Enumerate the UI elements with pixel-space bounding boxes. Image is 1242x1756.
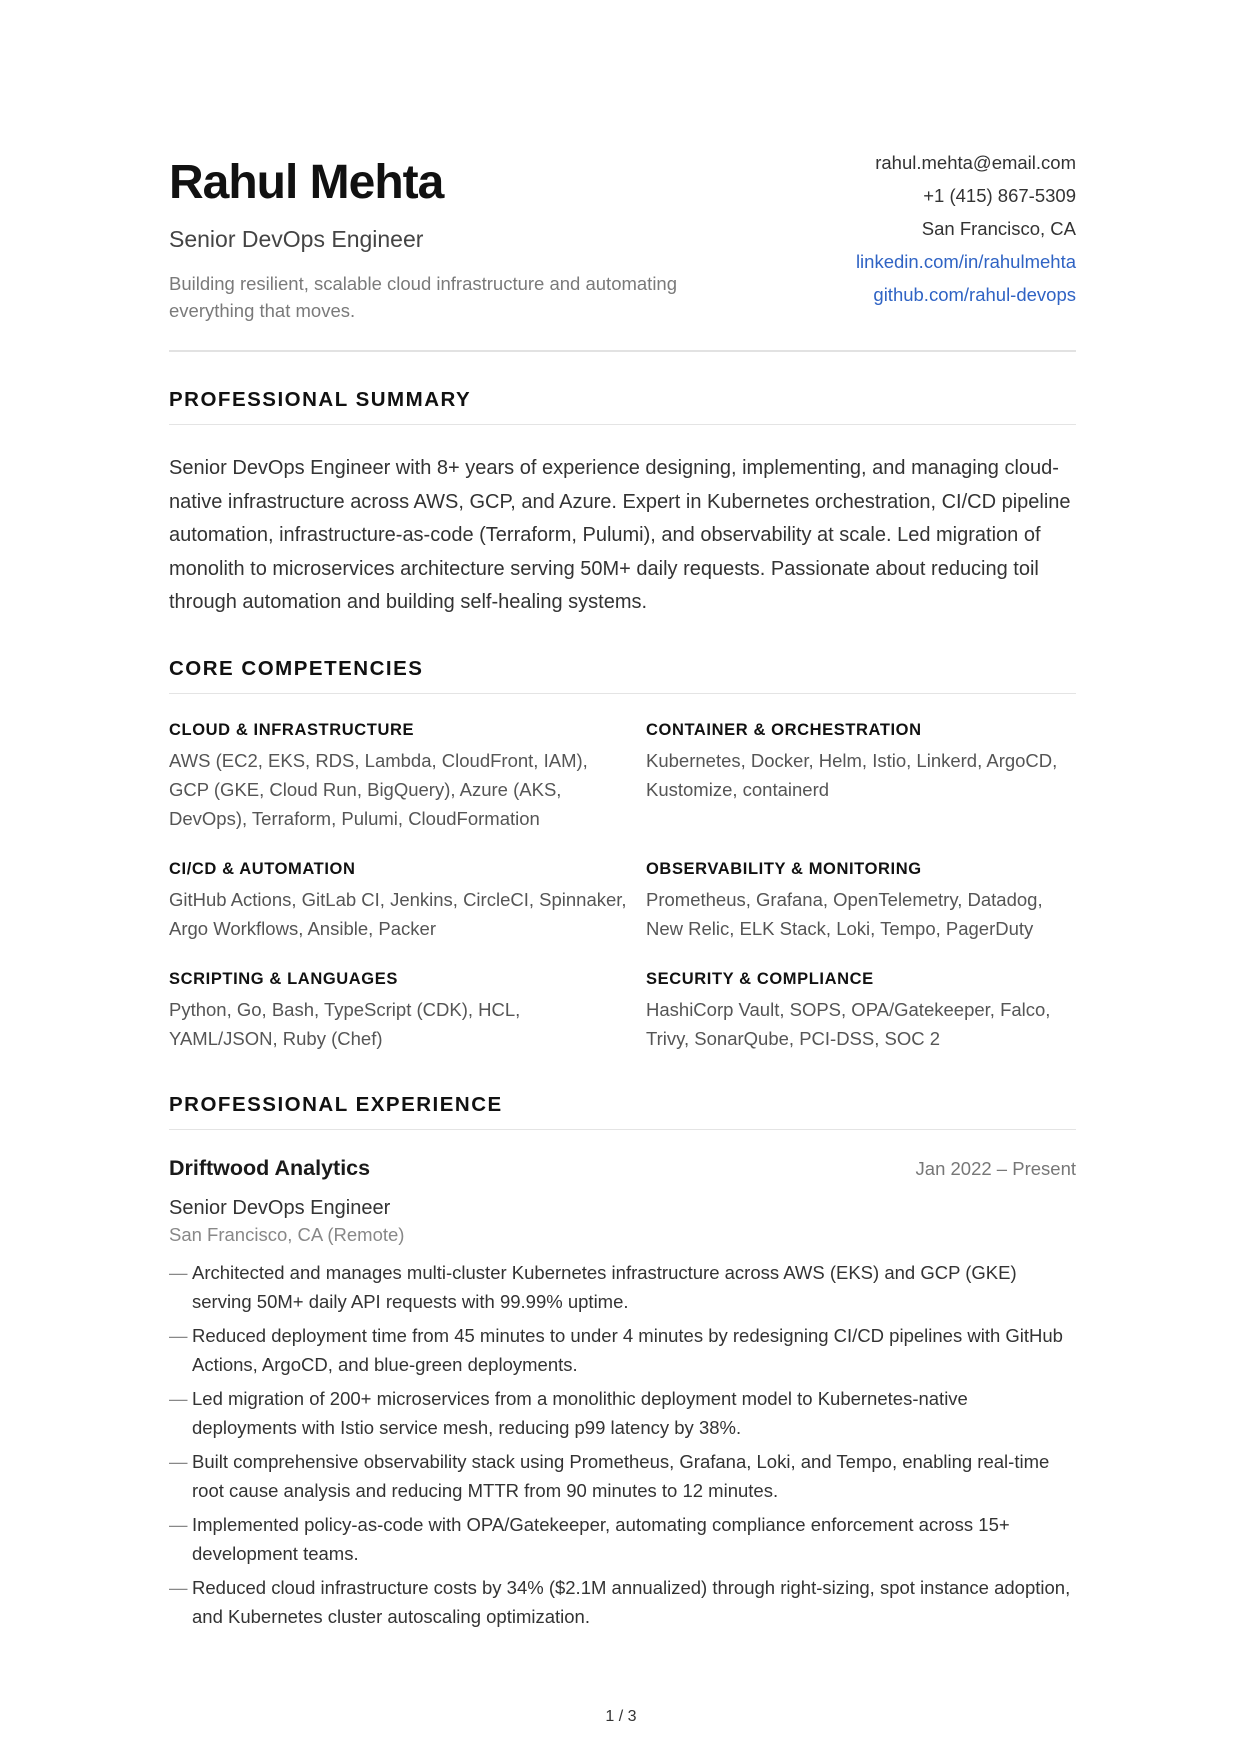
competency-scripting bbox=[169, 969, 646, 1053]
candidate-tagline: Building resilient, scalable cloud infrastructure and automating everything that moves. bbox=[169, 273, 678, 321]
experience-section bbox=[169, 1093, 1076, 1631]
bullet-dash: — bbox=[169, 1261, 188, 1283]
job-title: Senior DevOps Engineer bbox=[169, 1196, 391, 1219]
list-item bbox=[169, 1510, 1076, 1568]
section-title-competencies: CORE COMPETENCIES bbox=[169, 657, 1076, 694]
list-item bbox=[169, 1384, 1076, 1442]
competency-observability bbox=[646, 859, 1076, 943]
github-link[interactable]: github.com/rahul-devops bbox=[873, 284, 1076, 305]
job-bullets bbox=[169, 1258, 1076, 1631]
bullet-text: Implemented policy-as-code with OPA/Gatekeeper, automating compliance enforcement across 15+ development teams. bbox=[192, 1513, 1010, 1564]
competencies-grid bbox=[169, 720, 1076, 1053]
competency-heading: CI/CD & AUTOMATION bbox=[169, 859, 356, 878]
candidate-role: Senior DevOps Engineer bbox=[169, 226, 424, 252]
competency-heading: SCRIPTING & LANGUAGES bbox=[169, 969, 398, 988]
competency-body: GitHub Actions, GitLab CI, Jenkins, CircleCI, Spinnaker, Argo Workflows, Ansible, Packer bbox=[169, 888, 627, 939]
page-number: 1 / 3 bbox=[605, 1708, 637, 1725]
resume-page bbox=[169, 140, 1076, 1636]
bullet-dash: — bbox=[169, 1450, 188, 1472]
bullet-dash: — bbox=[169, 1324, 188, 1346]
job-entry bbox=[169, 1156, 1076, 1631]
bullet-text: Architected and manages multi-cluster Kubernetes infrastructure across AWS (EKS) and GCP (GKE) serving 50M+ daily API requests with 99.99% uptime. bbox=[192, 1261, 1017, 1312]
contact-location: San Francisco, CA bbox=[921, 218, 1076, 239]
company-name: Driftwood Analytics bbox=[169, 1155, 371, 1180]
list-item bbox=[169, 1573, 1076, 1631]
bullet-text: Led migration of 200+ microservices from a monolithic deployment model to Kubernetes-native deployments with Istio service mesh, reducing p99 latency by 38%. bbox=[192, 1387, 968, 1438]
list-item bbox=[169, 1321, 1076, 1379]
competency-cloud bbox=[169, 720, 646, 833]
list-item bbox=[169, 1258, 1076, 1316]
competency-body: HashiCorp Vault, SOPS, OPA/Gatekeeper, Falco, Trivy, SonarQube, PCI-DSS, SOC 2 bbox=[646, 998, 1051, 1049]
bullet-text: Built comprehensive observability stack using Prometheus, Grafana, Loki, and Tempo, enabling real-time root cause analysis and reducing MTTR from 90 minutes to 12 minutes. bbox=[192, 1450, 1050, 1501]
linkedin-link[interactable]: linkedin.com/in/rahulmehta bbox=[855, 251, 1076, 272]
competency-body: Kubernetes, Docker, Helm, Istio, Linkerd, ArgoCD, Kustomize, containerd bbox=[646, 749, 1058, 800]
contact-block bbox=[856, 146, 1076, 311]
competency-body: Prometheus, Grafana, OpenTelemetry, Datadog, New Relic, ELK Stack, Loki, Tempo, PagerDuty bbox=[646, 888, 1043, 939]
competencies-section bbox=[169, 657, 1076, 1053]
competency-heading: CONTAINER & ORCHESTRATION bbox=[646, 720, 922, 739]
bullet-dash: — bbox=[169, 1387, 188, 1409]
resume-header bbox=[169, 140, 1076, 350]
competency-body: Python, Go, Bash, TypeScript (CDK), HCL, YAML/JSON, Ruby (Chef) bbox=[169, 998, 521, 1049]
competency-security bbox=[646, 969, 1076, 1053]
competency-container bbox=[646, 720, 1076, 833]
summary-section bbox=[169, 388, 1076, 620]
section-title-summary: PROFESSIONAL SUMMARY bbox=[169, 388, 1076, 425]
contact-email: rahul.mehta@email.com bbox=[875, 152, 1076, 173]
candidate-name: Rahul Mehta bbox=[169, 156, 444, 209]
list-item bbox=[169, 1447, 1076, 1505]
competency-heading: SECURITY & COMPLIANCE bbox=[646, 969, 874, 988]
job-dates: Jan 2022 – Present bbox=[915, 1157, 1076, 1179]
bullet-text: Reduced deployment time from 45 minutes to under 4 minutes by redesigning CI/CD pipelines with GitHub Actions, ArgoCD, and blue-green deployments. bbox=[192, 1324, 1063, 1375]
bullet-dash: — bbox=[169, 1513, 188, 1535]
contact-phone: +1 (415) 867-5309 bbox=[923, 185, 1076, 206]
summary-text: Senior DevOps Engineer with 8+ years of experience designing, implementing, and managing cloud-native infrastructure across AWS, GCP, and Azure. Expert in Kubernetes orchestration, CI/CD pipeline automation, infrastructure-as-code (Terraform, Pulumi), and observability at scale. Led migration of monolith to microservices architecture serving 50M+ daily requests. Passionate about reducing toil through automation and building self-healing systems. bbox=[169, 457, 1071, 613]
job-location: San Francisco, CA (Remote) bbox=[169, 1223, 405, 1245]
competency-body: AWS (EC2, EKS, RDS, Lambda, CloudFront, IAM), GCP (GKE, Cloud Run, BigQuery), Azure (AKS, DevOps), Terraform, Pulumi, CloudFormation bbox=[169, 749, 588, 829]
bullet-dash: — bbox=[169, 1576, 188, 1598]
header-divider bbox=[169, 350, 1076, 352]
bullet-text: Reduced cloud infrastructure costs by 34% ($2.1M annualized) through right-sizing, spot instance adoption, and Kubernetes cluster autoscaling optimization. bbox=[192, 1576, 1071, 1627]
competency-heading: CLOUD & INFRASTRUCTURE bbox=[169, 720, 415, 739]
section-title-experience: PROFESSIONAL EXPERIENCE bbox=[169, 1093, 1076, 1130]
job-header bbox=[169, 1156, 1076, 1188]
competency-cicd bbox=[169, 859, 646, 943]
competency-heading: OBSERVABILITY & MONITORING bbox=[646, 859, 922, 878]
